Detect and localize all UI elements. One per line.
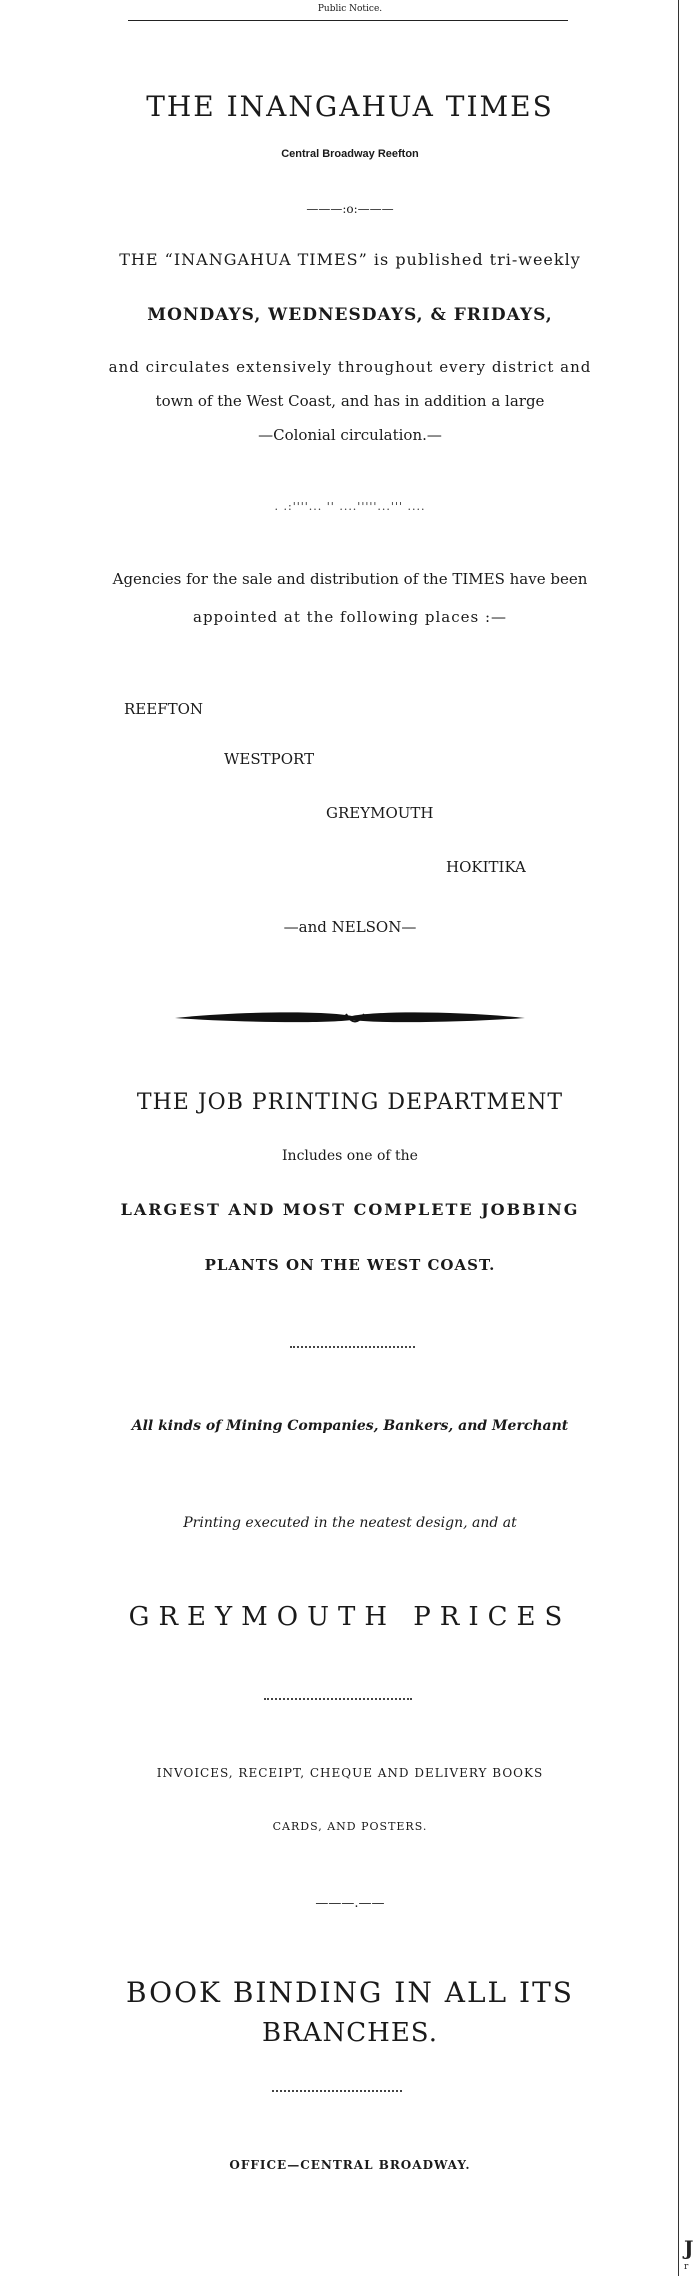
header-rule (128, 20, 568, 21)
job-printing-line-3: PLANTS ON THE WEST COAST. (204, 1256, 496, 1274)
job-printing-line-6: INVOICES, RECEIPT, CHEQUE AND DELIVERY BOOKS (156, 1766, 544, 1780)
job-printing-line-2: LARGEST AND MOST COMPLETE JOBBING (120, 1200, 580, 1219)
squiggle-rule-1 (290, 1346, 415, 1348)
agency-place-westport: WESTPORT (224, 750, 315, 768)
job-printing-line-7: CARDS, AND POSTERS. (272, 1820, 428, 1833)
squiggle-rule-3 (272, 2090, 402, 2092)
intro-line-1: THE “INANGAHUA TIMES” is published tri-weekly (119, 250, 581, 269)
ornamental-rule (170, 1000, 530, 1036)
masthead-title: THE INANGAHUA TIMES (146, 90, 554, 123)
job-printing-line-5: Printing executed in the neatest design, and at (183, 1515, 517, 1531)
agency-last: —and NELSON— (283, 918, 417, 936)
agency-place-hokitika: HOKITIKA (446, 858, 526, 876)
masthead-divider: ———:o:——— (306, 202, 394, 216)
masthead-subtitle: Central Broadway Reefton (281, 148, 419, 160)
squiggle-rule-2 (264, 1698, 412, 1700)
agency-place-greymouth: GREYMOUTH (326, 804, 434, 822)
edge-mark-r: r (684, 2262, 689, 2272)
agencies-line-2: appointed at the following places :— (193, 608, 507, 626)
job-printing-title: THE JOB PRINTING DEPARTMENT (136, 1090, 564, 1115)
job-printing-line-1: Includes one of the (282, 1148, 418, 1164)
intro-line-3: and circulates extensively throughout every district and (108, 358, 592, 376)
agencies-line-1: Agencies for the sale and distribution of the TIMES have been (112, 570, 588, 588)
job-printing-line-4: All kinds of Mining Companies, Bankers, and Merchant (131, 1418, 569, 1434)
job-printing-prices: GREYMOUTH PRICES (128, 1602, 572, 1632)
public-notice-header: Public Notice. (317, 4, 383, 14)
book-binding-line-2: BRANCHES. (262, 2018, 438, 2048)
job-printing-divider: ———.—— (315, 1896, 385, 1911)
edge-mark-j: J (684, 2236, 694, 2260)
agency-place-reefton: REEFTON (124, 700, 204, 718)
intro-line-5: —Colonial circulation.— (258, 426, 442, 444)
intro-dots: . .:''''... '' ....'''''...''' .... (274, 500, 426, 513)
intro-line-4: town of the West Coast, and has in addition a large (155, 392, 545, 410)
office-address: OFFICE—CENTRAL BROADWAY. (229, 2158, 471, 2172)
intro-days: MONDAYS, WEDNESDAYS, & FRIDAYS, (147, 305, 553, 325)
column-rule-right (678, 0, 679, 2276)
book-binding-line-1: BOOK BINDING IN ALL ITS (126, 1976, 574, 2009)
